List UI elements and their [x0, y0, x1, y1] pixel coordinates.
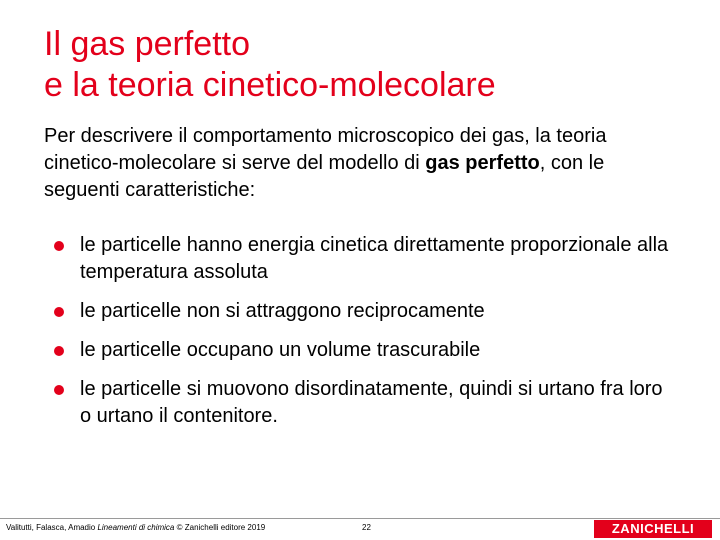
bullet-dot-icon — [54, 346, 64, 356]
bullet-text: le particelle si muovono disordinatamente, quindi si urtano fra loro o urtano il contenitore. — [80, 378, 663, 427]
footer-credit — [6, 523, 265, 532]
bullet-text: le particelle hanno energia cinetica direttamente proporzionale alla temperatura assoluta — [80, 234, 669, 283]
credit-book-title: Lineamenti di chimica — [97, 523, 175, 532]
title-line-2: e la teoria cinetico-molecolare — [44, 66, 496, 104]
bullet-item — [52, 298, 672, 325]
bullet-text: le particelle occupano un volume trascurabile — [80, 339, 481, 361]
publisher-logo: ZANICHELLI — [594, 520, 712, 538]
title-line-1: Il gas perfetto — [44, 25, 251, 63]
intro-paragraph — [44, 123, 684, 204]
page-number: 22 — [362, 523, 371, 532]
credit-publisher: © Zanichelli editore 2019 — [174, 523, 266, 532]
bullet-dot-icon — [54, 241, 64, 251]
bullet-item — [52, 337, 672, 364]
bullet-text: le particelle non si attraggono reciprocamente — [80, 300, 485, 322]
bullet-list — [52, 232, 672, 430]
intro-text: Per descrivere il comportamento microscopico dei gas, la teoria cinetico-molecolare si serve del modello di — [44, 125, 607, 174]
credit-authors: Valitutti, Falasca, Amadio — [6, 523, 98, 532]
intro-bold-term: gas perfetto — [425, 152, 540, 174]
intro-text-end: , con le seguenti caratteristiche: — [44, 152, 605, 201]
bullet-item — [52, 376, 672, 430]
footer-divider — [0, 518, 720, 519]
bullet-dot-icon — [54, 307, 64, 317]
slide-title — [44, 24, 694, 106]
bullet-dot-icon — [54, 385, 64, 395]
bullet-item — [52, 232, 672, 286]
